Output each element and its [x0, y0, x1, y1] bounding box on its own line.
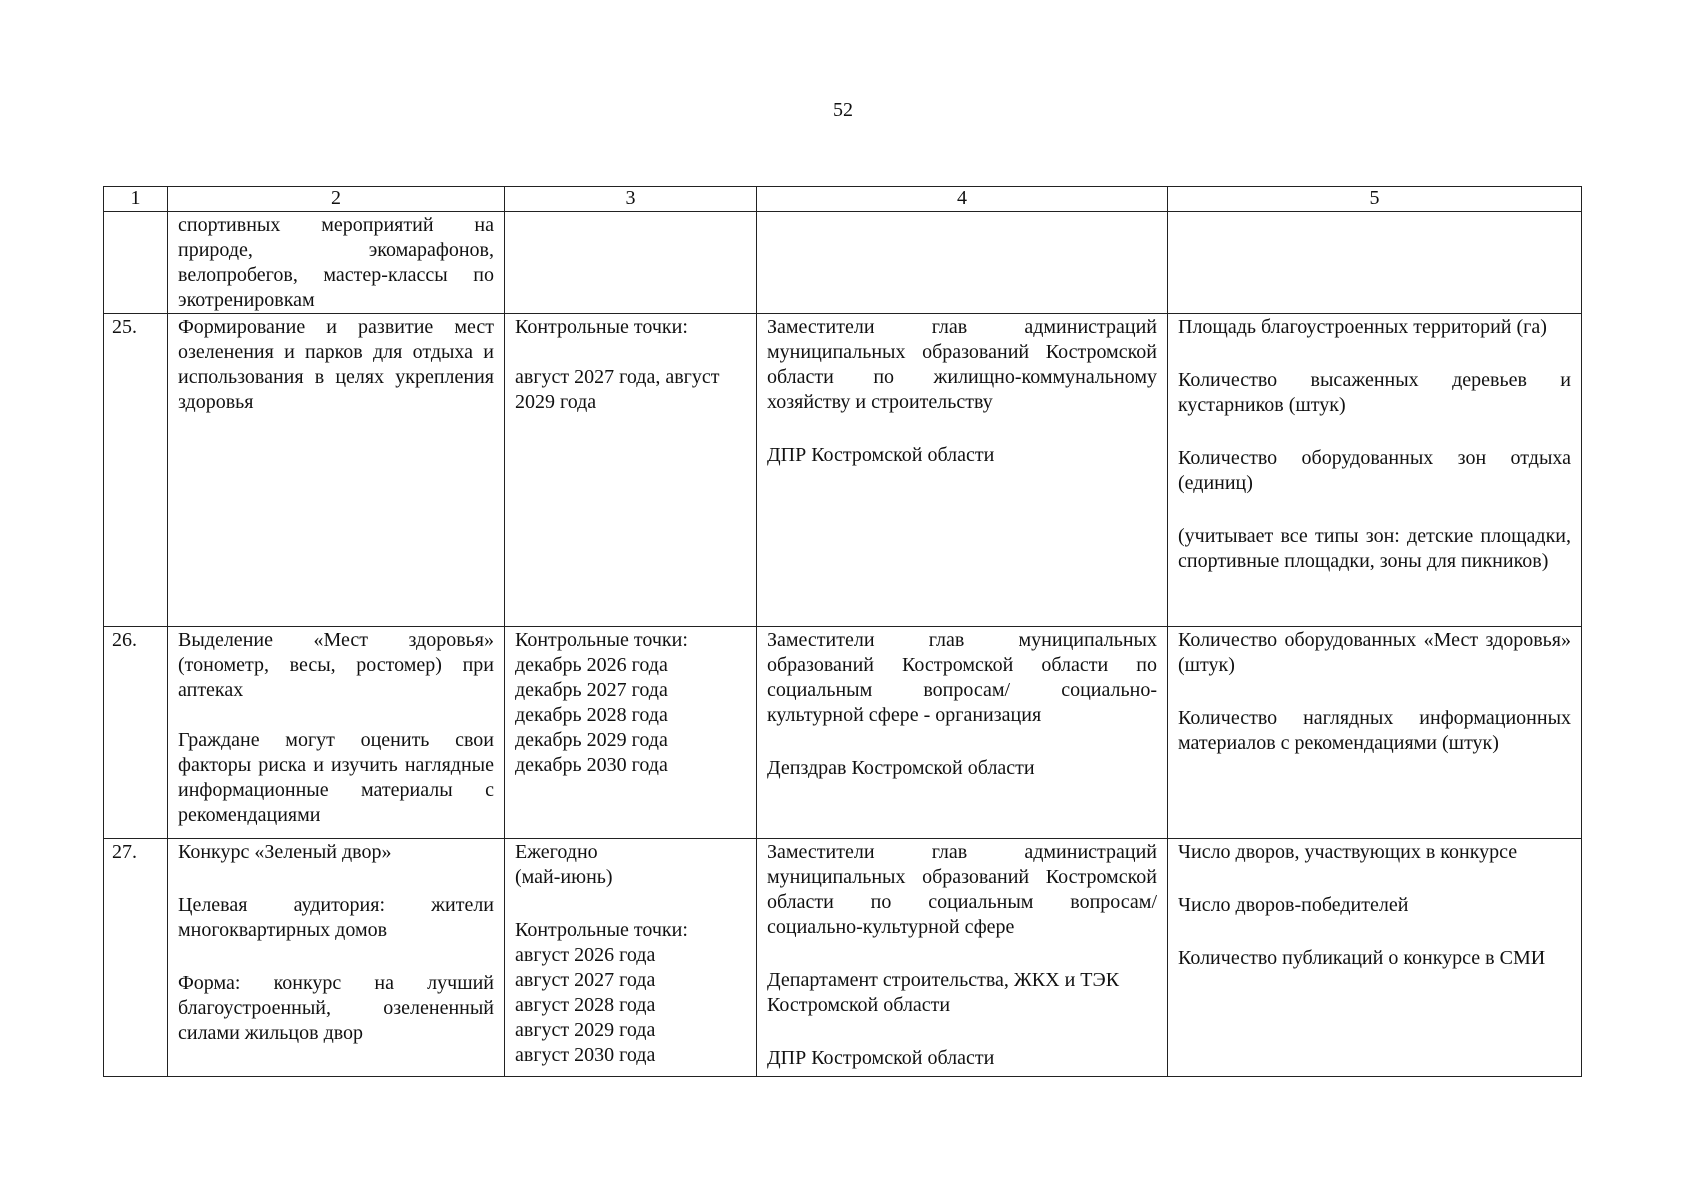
indicator-text: (учитывает все типы зон: детские площадки, спортивные площадки, зоны для пикников) — [1178, 525, 1571, 572]
row-number: 25. — [104, 314, 168, 627]
row-number: 27. — [104, 839, 168, 1077]
deadline-item: август 2028 года — [515, 994, 656, 1016]
deadline-item: август 2029 года — [515, 1019, 656, 1041]
responsible-text: Депздрав Костромской области — [767, 757, 1035, 779]
responsible-text: Заместители глав муниципальных образований Костромской области по социальным вопросам/ социально-культурной сфере - организация — [767, 629, 1157, 726]
cell-indicators — [1168, 627, 1582, 839]
cell-indicators — [1168, 212, 1582, 314]
deadline-item: август 2030 года — [515, 1044, 656, 1066]
cell-measure — [168, 627, 505, 839]
cell-responsible — [757, 314, 1168, 627]
deadline-item: август 2027 года — [515, 969, 656, 991]
deadline-item: декабрь 2028 года — [515, 704, 668, 726]
indicator-text: Число дворов-победителей — [1178, 894, 1409, 916]
deadline-item: декабрь 2026 года — [515, 654, 668, 676]
measure-text: Форма: конкурс на лучший благоустроенный, озелененный силами жильцов двор — [178, 972, 494, 1044]
responsible-text: Заместители глав администраций муниципальных образований Костромской области по социальным вопросам/ социально-культурной сфере — [767, 841, 1157, 938]
deadline-item: декабрь 2027 года — [515, 679, 668, 701]
deadline-item: декабрь 2029 года — [515, 729, 668, 751]
responsible-text: ДПР Костромской области — [767, 444, 995, 466]
table-row — [104, 314, 1582, 627]
header-cell-1: 1 — [104, 187, 168, 212]
cell-deadlines — [505, 314, 757, 627]
cell-responsible — [757, 212, 1168, 314]
cell-num — [104, 212, 168, 314]
control-points-label: Контрольные точки: — [515, 919, 688, 941]
responsible-text: Заместители глав администраций муниципальных образований Костромской области по жилищно-коммунальному хозяйству и строительству — [767, 316, 1157, 413]
cell-deadlines — [505, 839, 757, 1077]
measure-text: Граждане могут оценить свои факторы риска и изучить наглядные информационные материалы с рекомендациями — [178, 729, 494, 826]
deadline-item: август 2026 года — [515, 944, 656, 966]
responsible-text: ДПР Костромской области — [767, 1047, 995, 1069]
header-cell-4: 4 — [757, 187, 1168, 212]
cell-measure — [168, 839, 505, 1077]
indicator-text: Количество наглядных информационных материалов с рекомендациями (штук) — [1178, 707, 1571, 754]
control-points-label: Контрольные точки: — [515, 316, 688, 338]
header-cell-3: 3 — [505, 187, 757, 212]
responsible-text: Департамент строительства, ЖКХ и ТЭК Костромской области — [767, 969, 1120, 1016]
deadline-item: декабрь 2030 года — [515, 754, 668, 776]
indicator-text: Количество оборудованных зон отдыха (единиц) — [1178, 447, 1571, 494]
cell-measure — [168, 314, 505, 627]
control-points-label: Контрольные точки: — [515, 629, 688, 651]
cell-deadlines — [505, 212, 757, 314]
table-row — [104, 627, 1582, 839]
indicator-text: Площадь благоустроенных территорий (га) — [1178, 316, 1547, 338]
cell-deadlines — [505, 627, 757, 839]
measures-table — [103, 186, 1582, 1077]
page-number: 52 — [833, 99, 853, 121]
indicator-text: Количество оборудованных «Мест здоровья» (штук) — [1178, 629, 1571, 676]
indicator-text: Число дворов, участвующих в конкурсе — [1178, 841, 1518, 863]
measure-text: спортивных мероприятий на природе, экомарафонов, велопробегов, мастер-классы по экотренировкам — [178, 214, 494, 311]
indicator-text: Количество публикаций о конкурсе в СМИ — [1178, 947, 1546, 969]
cell-measure — [168, 212, 505, 314]
cell-indicators — [1168, 839, 1582, 1077]
table-row — [104, 839, 1582, 1077]
indicator-text: Количество высаженных деревьев и кустарников (штук) — [1178, 369, 1571, 416]
schedule-text: (май-июнь) — [515, 866, 613, 888]
table-row-continuation — [104, 212, 1582, 314]
cell-responsible — [757, 627, 1168, 839]
measure-text: Формирование и развитие мест озеленения и парков для отдыха и использования в целях укрепления здоровья — [178, 316, 494, 413]
header-cell-2: 2 — [168, 187, 505, 212]
deadline-item: август 2027 года, август 2029 года — [515, 366, 720, 413]
table-header-row — [104, 187, 1582, 212]
schedule-text: Ежегодно — [515, 841, 598, 863]
cell-indicators — [1168, 314, 1582, 627]
measure-text: Конкурс «Зеленый двор» — [178, 841, 392, 863]
header-cell-5: 5 — [1168, 187, 1582, 212]
row-number: 26. — [104, 627, 168, 839]
cell-responsible — [757, 839, 1168, 1077]
measure-text: Целевая аудитория: жители многоквартирных домов — [178, 894, 494, 941]
measure-text: Выделение «Мест здоровья» (тонометр, весы, ростомер) при аптеках — [178, 629, 494, 701]
